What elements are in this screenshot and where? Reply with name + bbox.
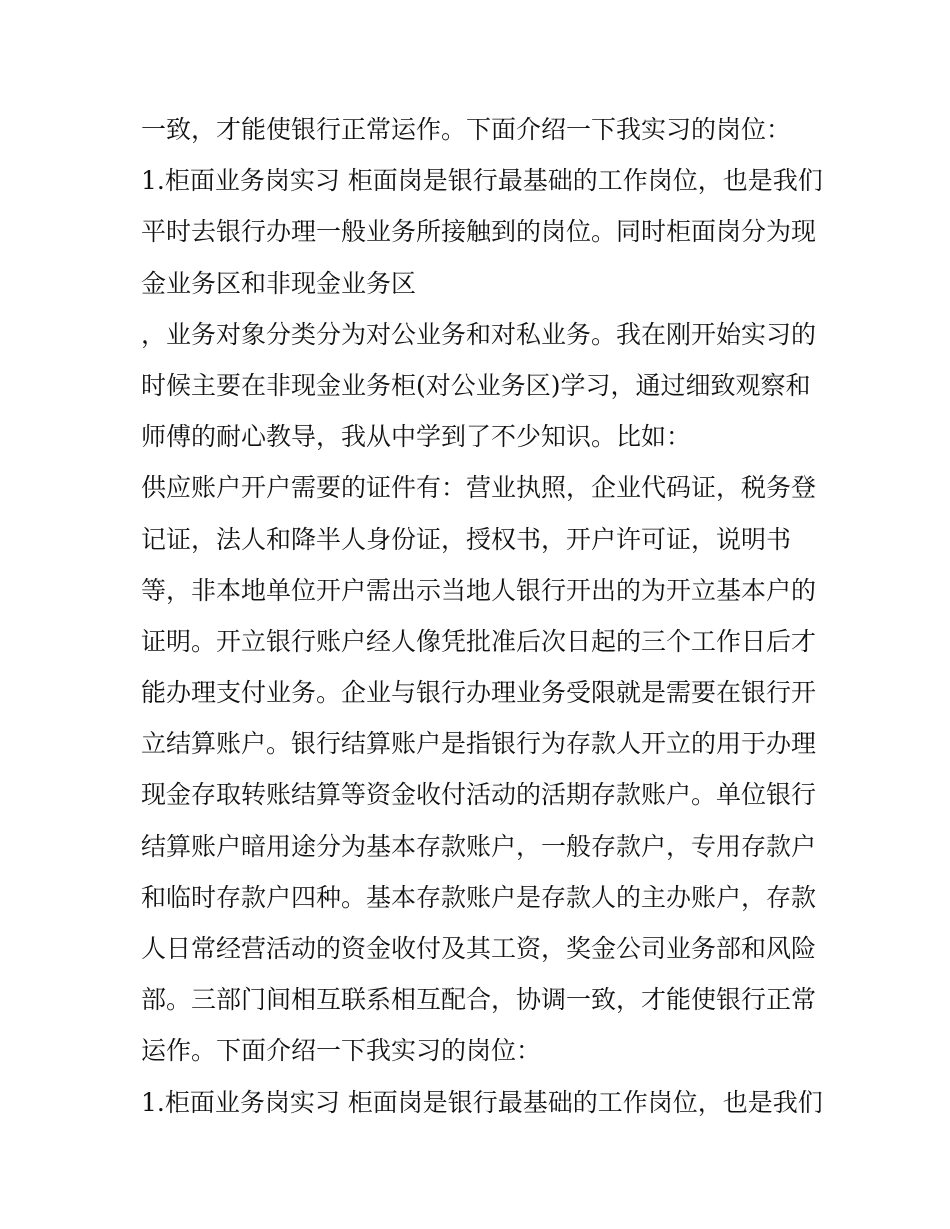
- text-line: 部。三部门间相互联系相互配合，协调一致，才能使银行正常: [141, 985, 817, 1015]
- text-line: 运作。下面介绍一下我实习的岗位：: [141, 1036, 542, 1066]
- text-line: 人日常经营活动的资金收付及其工资，奖金公司业务部和风险: [141, 934, 817, 963]
- text-line: 平时去银行办理一般业务所接触到的岗位。同时柜面岗分为现: [141, 217, 817, 247]
- text-line: 供应账户开户需要的证件有：营业执照，企业代码证，税务登: [141, 473, 817, 503]
- text-line: ，业务对象分类分为对公业务和对私业务。我在刚开始实习的: [141, 319, 817, 349]
- body-text: [141, 104, 821, 1128]
- text-line: 师傅的耐心教导，我从中学到了不少知识。比如：: [141, 422, 692, 452]
- text-line: 证明。开立银行账户经人像凭批准后次日起的三个工作日后才: [141, 626, 817, 656]
- text-line: 和临时存款户四种。基本存款账户是存款人的主办账户，存款: [141, 882, 817, 912]
- text-line: 金业务区和非现金业务区: [141, 268, 417, 298]
- text-line: 1.柜面业务岗实习 柜面岗是银行最基础的工作岗位，也是我们: [141, 1087, 823, 1117]
- text-line: 等，非本地单位开户需出示当地人银行开出的为开立基本户的: [141, 575, 817, 605]
- text-line: 时候主要在非现金业务柜(对公业务区)学习，通过细致观察和: [141, 370, 811, 400]
- text-line: 立结算账户。银行结算账户是指银行为存款人开立的用于办理: [141, 729, 817, 759]
- text-line: 结算账户暗用途分为基本存款账户，一般存款户，专用存款户: [141, 831, 817, 861]
- text-line: 一致，才能使银行正常运作。下面介绍一下我实习的岗位：: [141, 115, 792, 144]
- text-line: 现金存取转账结算等资金收付活动的活期存款账户。单位银行: [141, 780, 817, 810]
- text-line: 1.柜面业务岗实习 柜面岗是银行最基础的工作岗位，也是我们: [141, 166, 823, 196]
- text-line: 能办理支付业务。企业与银行办理业务受限就是需要在银行开: [141, 678, 817, 708]
- text-line: 记证，法人和降半人身份证，授权书，开户许可证，说明书: [141, 524, 792, 554]
